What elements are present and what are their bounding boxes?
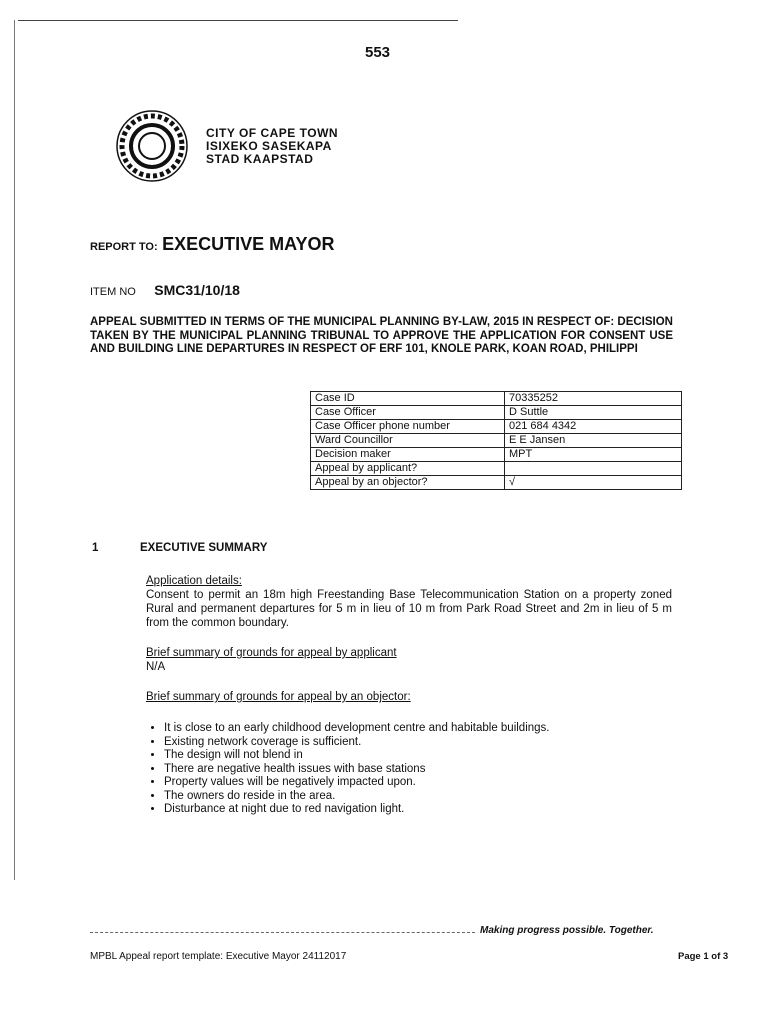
applicant-grounds-heading: Brief summary of grounds for appeal by applicant (146, 647, 397, 659)
table-cell-key: Ward Councillor (311, 434, 505, 448)
case-info-table (310, 391, 682, 490)
footer-divider (90, 932, 475, 934)
table-cell-value: 70335252 (505, 392, 682, 406)
organisation-name (206, 127, 338, 166)
list-item: • Property values will be negatively impacted upon. (164, 776, 684, 790)
report-to-value: EXECUTIVE MAYOR (162, 234, 335, 254)
table-row (311, 462, 682, 476)
section-title: EXECUTIVE SUMMARY (140, 542, 268, 554)
footer-tagline: Making progress possible. Together. (480, 925, 654, 936)
application-details (146, 574, 672, 630)
org-name-english: CITY OF CAPE TOWN (206, 126, 339, 140)
item-number (90, 282, 240, 300)
report-to-label: REPORT TO: (90, 241, 158, 253)
objector-grounds-heading: Brief summary of grounds for appeal by an objector: (146, 691, 411, 703)
table-row (311, 420, 682, 434)
footer-page-count: Page 1 of 3 (678, 951, 729, 962)
item-number-value: SMC31/10/18 (154, 282, 240, 298)
page-number: 553 (365, 44, 391, 61)
footer-template-name: MPBL Appeal report template: Executive Mayor 24112017 (90, 951, 347, 962)
applicant-grounds-text: N/A (146, 661, 166, 673)
table-cell-value: D Suttle (505, 406, 682, 420)
applicant-grounds (146, 646, 672, 674)
table-cell-value: √ (505, 476, 682, 490)
table-row (311, 448, 682, 462)
table-cell-value: MPT (505, 448, 682, 462)
objector-points-list (146, 722, 684, 817)
section-number: 1 (92, 542, 99, 554)
application-details-text: Consent to permit an 18m high Freestanding Base Telecommunication Station on a property zoned Rural and permanent departures for 5 m in lieu of 10 m from Park Road Street and 2m in lieu of 5 m from the common boundary. (146, 589, 672, 629)
list-item: • Disturbance at night due to red navigation light. (164, 803, 684, 817)
table-cell-key: Appeal by applicant? (311, 462, 505, 476)
table-row (311, 406, 682, 420)
table-cell-value: E E Jansen (505, 434, 682, 448)
list-item: • It is close to an early childhood development centre and habitable buildings. (164, 722, 684, 736)
org-name-afrikaans: STAD KAAPSTAD (206, 152, 314, 166)
table-cell-key: Appeal by an objector? (311, 476, 505, 490)
org-name-xhosa: ISIXEKO SASEKAPA (206, 139, 332, 153)
table-cell-key: Case ID (311, 392, 505, 406)
item-number-label: ITEM NO (90, 286, 136, 298)
appeal-heading: APPEAL SUBMITTED IN TERMS OF THE MUNICIPAL PLANNING BY-LAW, 2015 IN RESPECT OF: DECISION TAKEN BY THE MUNICIPAL PLANNING TRIBUNAL TO APPROVE THE APPLICATION FOR CONSENT USE AND BUILDING LINE DEPARTURES IN RESPECT OF ERF 101, KNOLE PARK, KOAN ROAD, PHILIPPI (90, 316, 673, 355)
left-border-line (14, 20, 15, 880)
list-item: • Existing network coverage is sufficient. (164, 736, 684, 750)
application-details-heading: Application details: (146, 575, 242, 587)
city-emblem-icon (104, 108, 200, 184)
list-item: • There are negative health issues with base stations (164, 763, 684, 777)
list-item: • The design will not blend in (164, 749, 684, 763)
table-cell-key: Decision maker (311, 448, 505, 462)
table-row (311, 392, 682, 406)
objector-grounds (146, 690, 672, 704)
table-cell-key: Case Officer (311, 406, 505, 420)
list-item: • The owners do reside in the area. (164, 790, 684, 804)
report-to (90, 234, 334, 255)
table-cell-value: 021 684 4342 (505, 420, 682, 434)
table-row (311, 476, 682, 490)
table-cell-key: Case Officer phone number (311, 420, 505, 434)
top-border-line (18, 20, 458, 21)
table-cell-value (505, 462, 682, 476)
table-row (311, 434, 682, 448)
